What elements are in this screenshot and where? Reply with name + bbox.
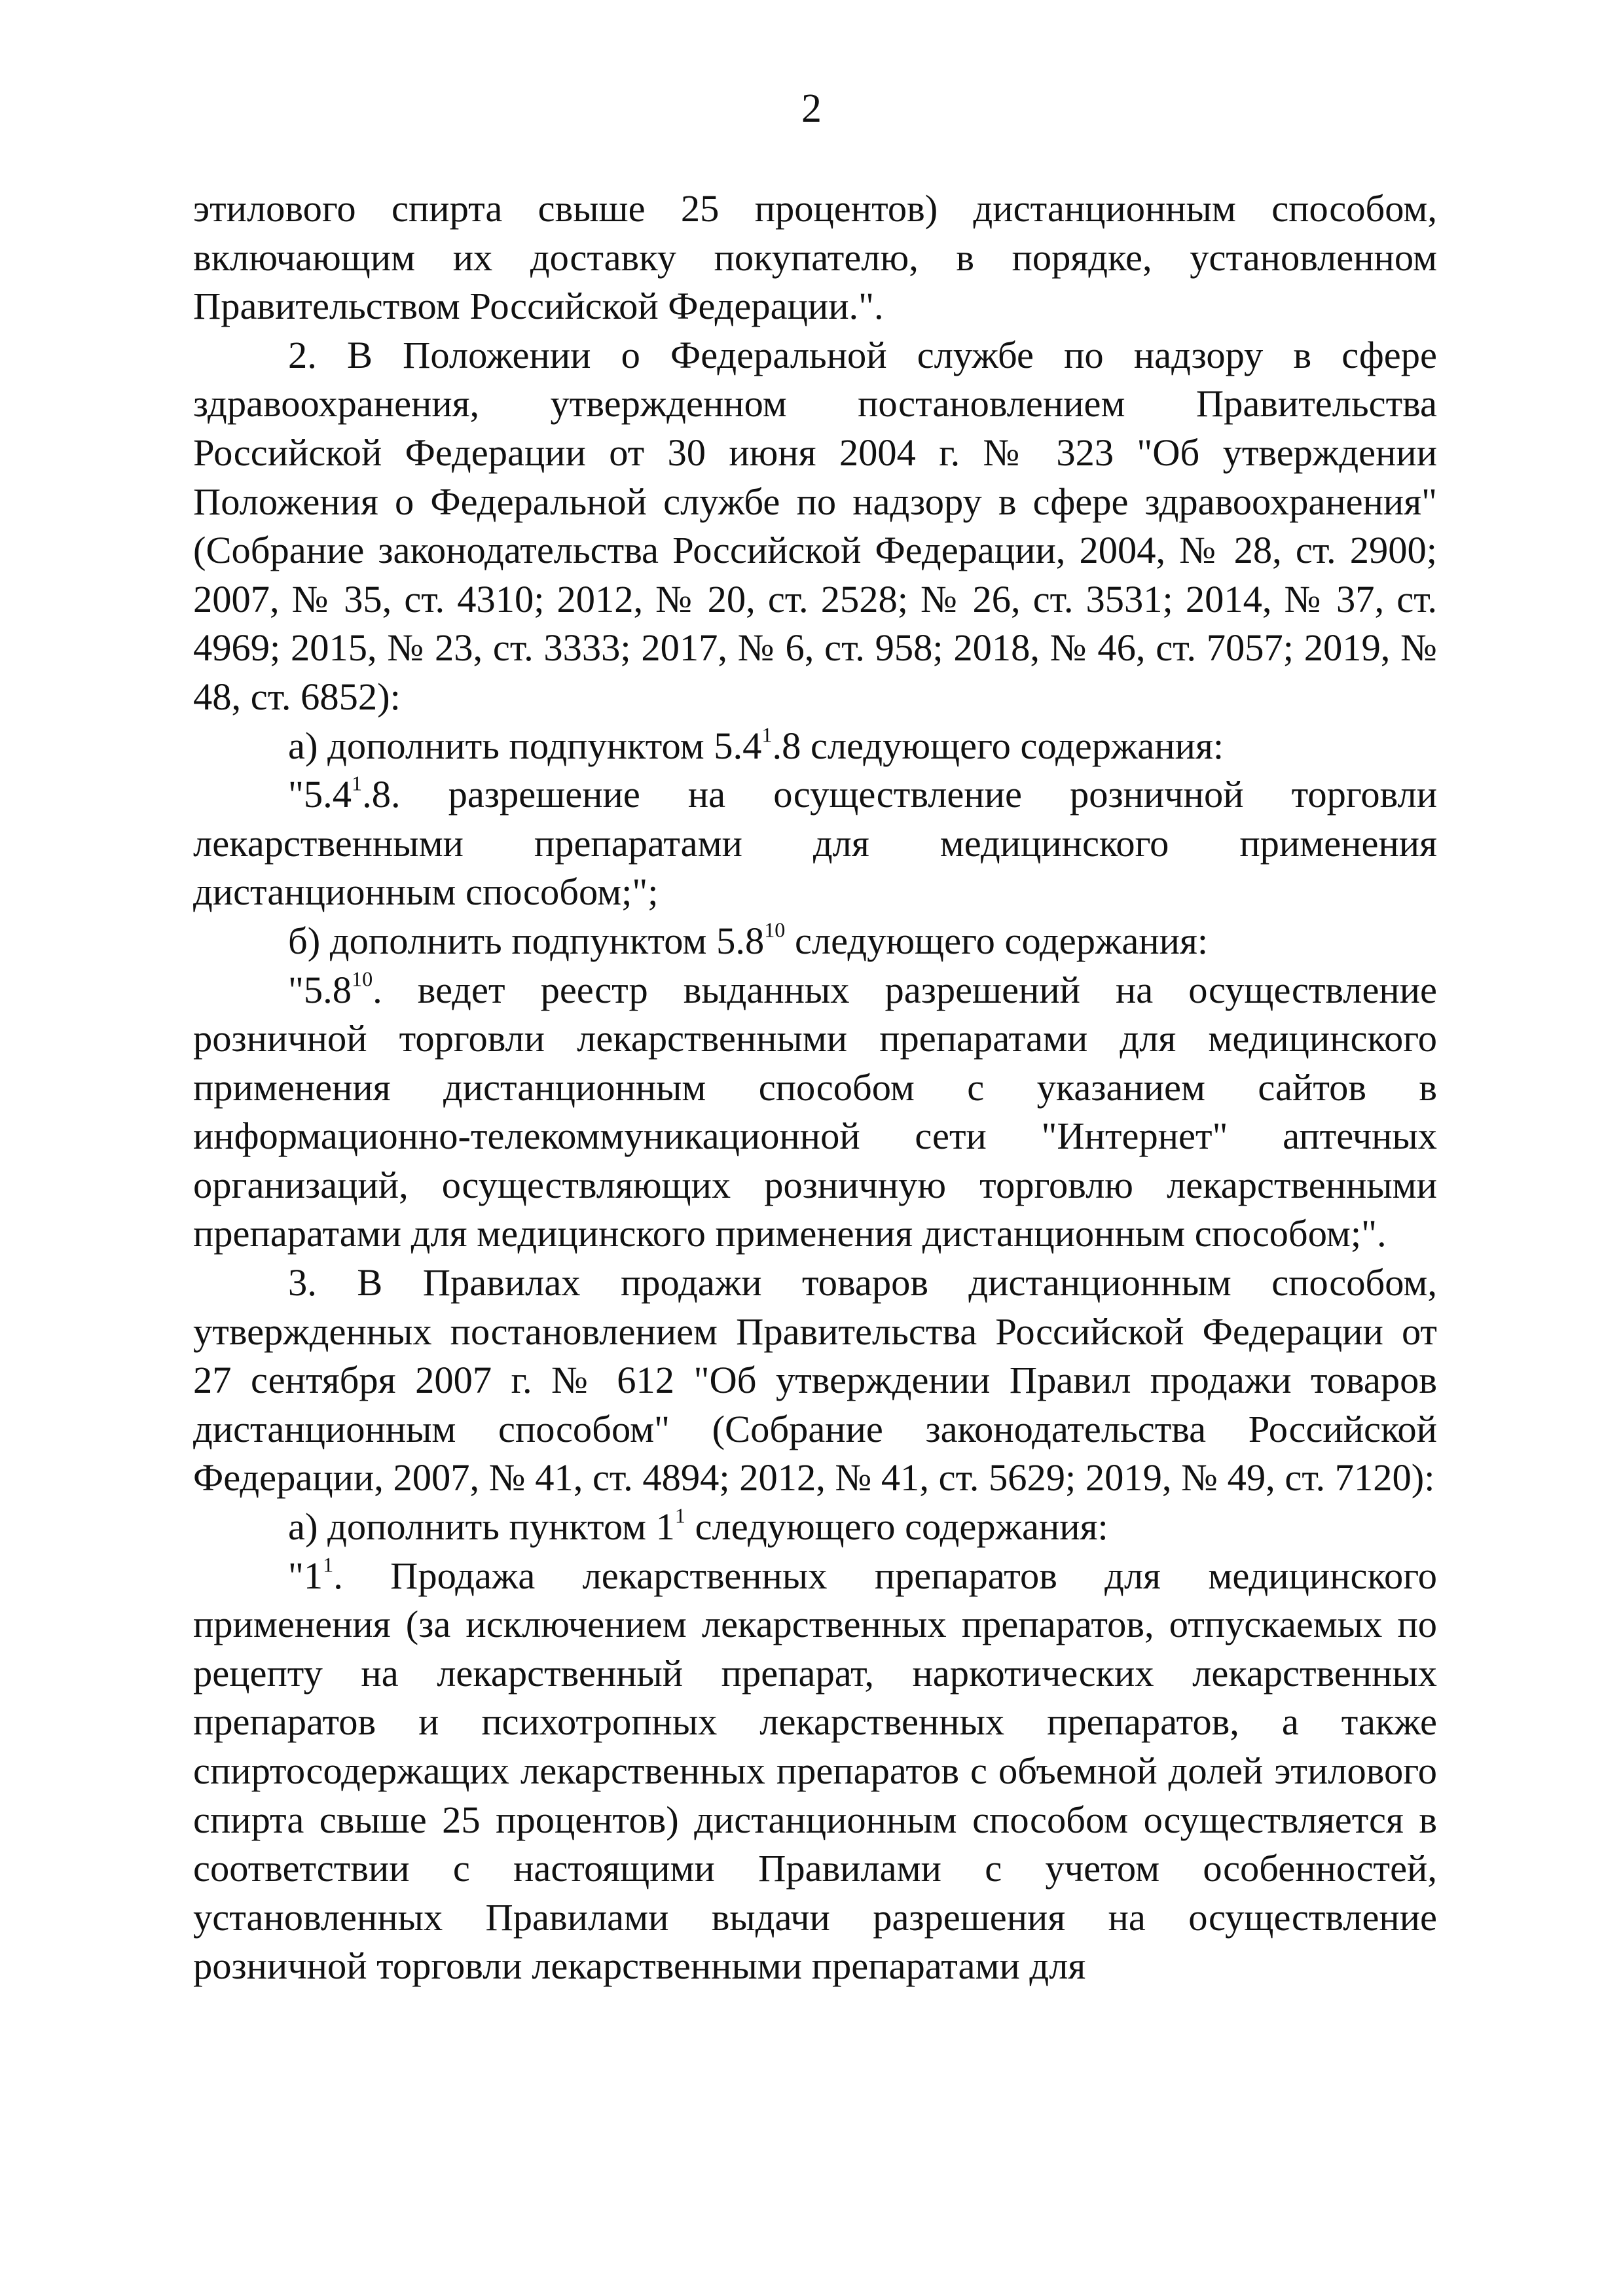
paragraph-item-3: 3. В Правилах продажи товаров дистанционным способом, утвержденных постановлением Правительства Российской Федерации от 27 сентября 2007 г. № 612 "Об утверждении Правил продажи товаров дистанционным способом" (Собрание законодательства Российской Федерации, 2007, № 41, ст. 4894; 2012, № 41, ст. 5629; 2019, № 49, ст. 7120): — [193, 1261, 1437, 1499]
document-body — [193, 185, 1437, 1991]
text-segment: "5.4 — [288, 773, 352, 816]
text-segment: следующего содержания: — [785, 919, 1209, 962]
text-segment: а) дополнить подпунктом 5.4 — [288, 724, 762, 767]
paragraph-subitem-a-1-1 — [193, 1503, 1437, 1552]
paragraph-quote-1-1 — [193, 1552, 1437, 1991]
paragraph-subitem-b-5-8-10 — [193, 917, 1437, 966]
superscript: 10 — [352, 966, 373, 990]
paragraph-subitem-a-5-4-1-8 — [193, 722, 1437, 771]
page-number: 2 — [801, 86, 822, 131]
paragraph-item-2: 2. В Положении о Федеральной службе по надзору в сфере здравоохранения, утвержденном постановлением Правительства Российской Федерации от 30 июня 2004 г. № 323 "Об утверждении Положения о Федеральной службе по надзору в сфере здравоохранения" (Собрание законодательства Российской Федерации, 2004, № 28, ст. 2900; 2007, № 35, ст. 4310; 2012, № 20, ст. 2528; № 26, ст. 3531; 2014, № 37, ст. 4969; 2015, № 23, ст. 3333; 2017, № 6, ст. 958; 2018, № 46, ст. 7057; 2019, № 48, ст. 6852): — [193, 333, 1437, 718]
text-segment: . Продажа лекарственных препаратов для медицинского применения (за исключением лекарственных препаратов, отпускаемых по рецепту на лекарственный препарат, наркотических лекарственных препаратов и психотропных лекарственных препаратов, а также спиртосодержащих лекарственных препаратов с объемной долей этилового спирта свыше 25 процентов) дистанционным способом осуществляется в соответствии с настоящими Правилами с учетом особенностей, установленных Правилами выдачи разрешения на осуществление розничной торговли лекарственными препаратами для — [193, 1554, 1437, 1988]
text-segment: .8 следующего содержания: — [772, 724, 1224, 767]
superscript: 1 — [323, 1552, 334, 1576]
paragraph-continuation: этилового спирта свыше 25 процентов) дистанционным способом, включающим их доставку покупателю, в порядке, установленном Правительством Российской Федерации.". — [193, 187, 1437, 328]
paragraph-quote-5-8-10 — [193, 966, 1437, 1259]
text-segment: "5.8 — [288, 968, 352, 1011]
text-segment: б) дополнить подпунктом 5.8 — [288, 919, 765, 962]
superscript: 1 — [352, 771, 363, 795]
superscript: 1 — [761, 722, 773, 746]
superscript: 10 — [764, 918, 786, 942]
paragraph-quote-5-4-1-8 — [193, 770, 1437, 917]
text-segment: . ведет реестр выданных разрешений на осуществление розничной торговли лекарственными препаратами для медицинского применения дистанционным способом с указанием сайтов в информационно-телекоммуникационной сети "Интернет" аптечных организаций, осуществляющих розничную торговлю лекарственными препаратами для медицинского применения дистанционным способом;". — [193, 968, 1437, 1255]
text-segment: .8. разрешение на осуществление розничной торговли лекарственными препаратами для медицинского применения дистанционным способом;"; — [193, 773, 1437, 914]
superscript: 1 — [674, 1503, 685, 1528]
text-segment: следующего содержания: — [685, 1505, 1108, 1549]
text-segment: "1 — [288, 1554, 323, 1597]
text-segment: а) дополнить пунктом 1 — [288, 1505, 675, 1549]
